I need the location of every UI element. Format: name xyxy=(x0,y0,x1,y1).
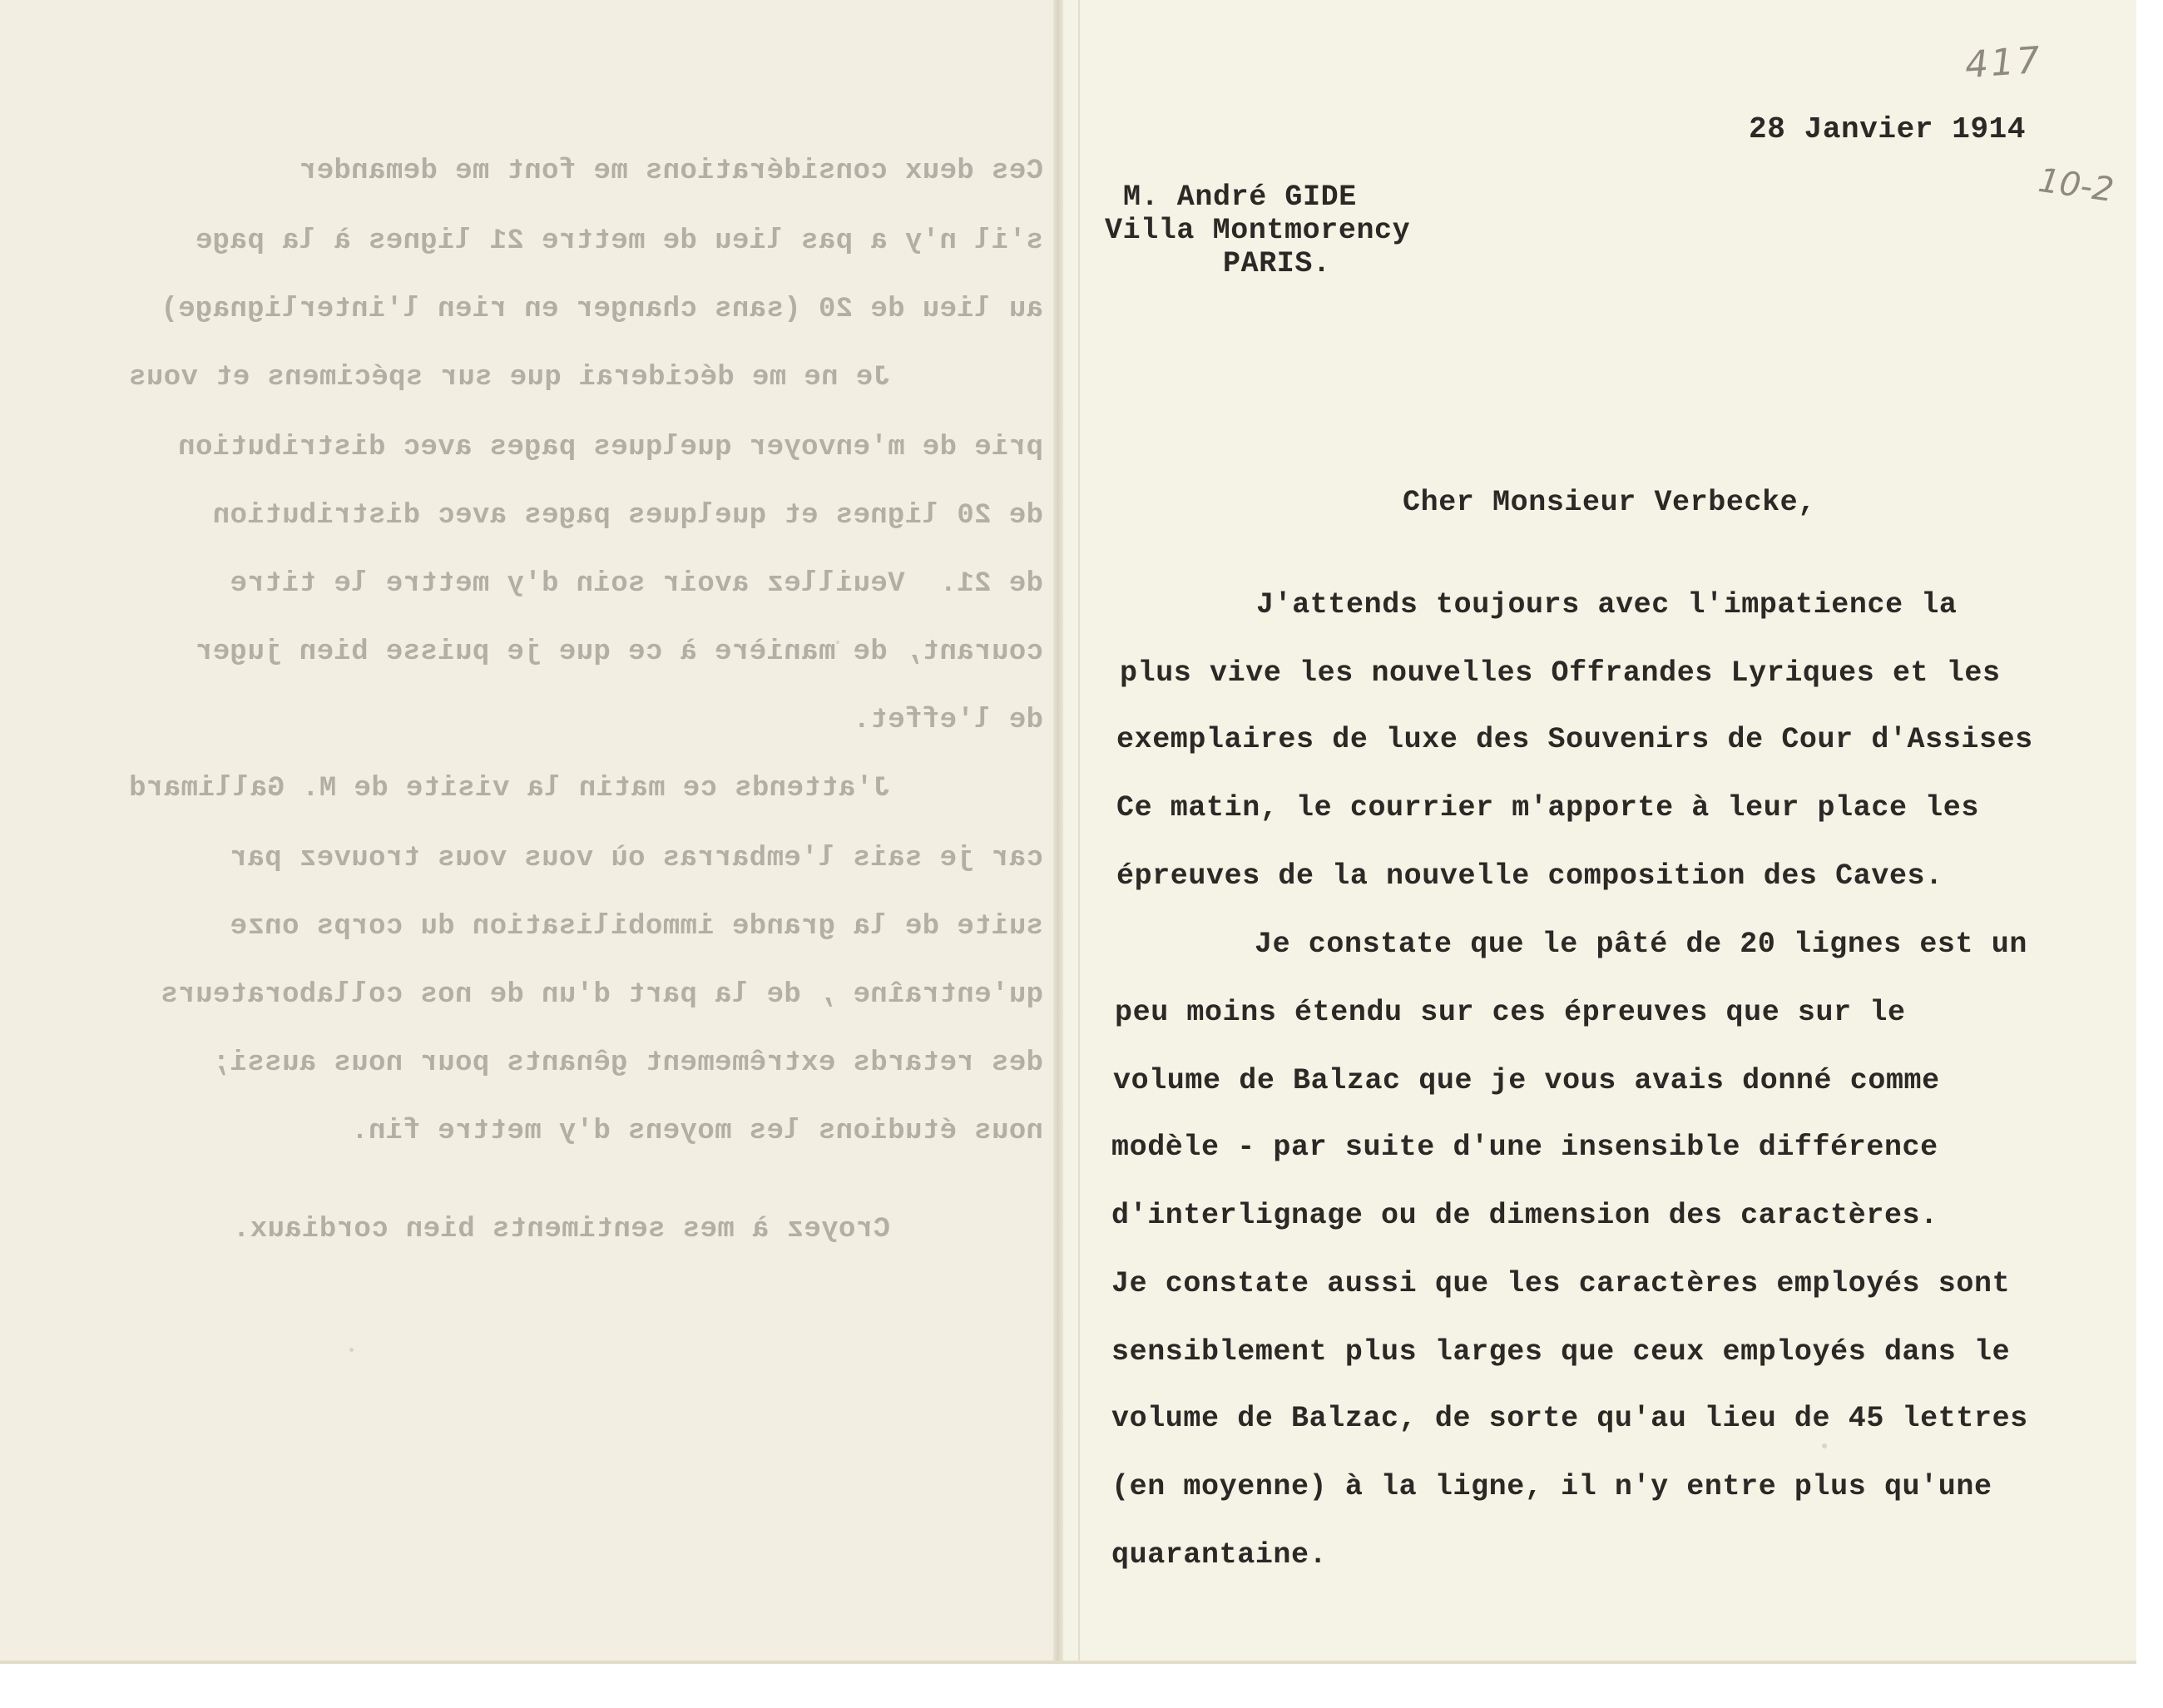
reverse-line: suite de la grande immobilisation du corps onze xyxy=(230,911,1043,943)
body-line: exemplaires de luxe des Souvenirs de Cour d'Assises xyxy=(1116,723,2033,756)
body-line: quarantaine. xyxy=(1111,1538,1328,1572)
body-line: d'interlignage ou de dimension des caractères. xyxy=(1111,1199,1938,1232)
reverse-line: qu'entraîne , de la part d'un de nos collaborateurs xyxy=(161,979,1043,1011)
reverse-line: nous étudions les moyens d'y mettre fin. xyxy=(350,1116,1043,1147)
reverse-line: au lieu de 20 (sans changer en rien l'interlignage) xyxy=(161,294,1043,325)
recipient-name: M. André GIDE xyxy=(1123,181,1357,214)
reverse-line: J'attends ce matin la visite de M. Gallimard xyxy=(128,773,890,804)
reverse-line: s'il n'y a pas lieu de mettre 21 lignes à la page xyxy=(195,225,1043,257)
letter-date: 28 Janvier 1914 xyxy=(1749,112,2027,146)
ink-speck xyxy=(349,1348,354,1352)
body-line: sensiblement plus larges que ceux employés dans le xyxy=(1111,1335,2011,1369)
reverse-line: car je sais l'embarras où vous vous trouvez par xyxy=(230,843,1043,874)
pencil-archive-number: 417 xyxy=(1963,38,2044,87)
recipient-street: Villa Montmorency xyxy=(1105,214,1411,247)
bleed-through-text xyxy=(0,0,1055,1662)
center-fold xyxy=(1053,0,1063,1662)
reverse-line: de 21. Veuillez avoir soin d'y mettre le titre xyxy=(230,568,1043,600)
recipient-city: PARIS. xyxy=(1223,247,1331,280)
reverse-line: Croyez à mes sentiments bien cordiaux. xyxy=(232,1214,890,1245)
reverse-line: de 20 lignes et quelques pages avec distribution xyxy=(212,500,1043,532)
body-line: peu moins étendu sur ces épreuves que sur le xyxy=(1115,996,1906,1029)
reverse-line: prie de m'envoyer quelques pages avec distribution xyxy=(177,432,1043,463)
sheet-bottom-edge xyxy=(0,1661,2136,1664)
reverse-line: Je ne me déciderai que sur spécimens et vous xyxy=(128,362,890,394)
body-line: épreuves de la nouvelle composition des Caves. xyxy=(1116,859,1943,893)
body-line: volume de Balzac que je vous avais donné comme xyxy=(1113,1064,1940,1097)
body-line: modèle - par suite d'une insensible différence xyxy=(1111,1131,1938,1164)
reverse-line: Ces deux considérations me font me demander xyxy=(299,156,1043,187)
ink-speck xyxy=(836,641,839,644)
salutation: Cher Monsieur Verbecke, xyxy=(1403,486,1816,519)
ink-speck xyxy=(1822,1443,1827,1448)
fold-shadow xyxy=(1078,0,1080,1662)
left-page-reverse-side xyxy=(0,0,1055,1662)
reverse-line: de l'effet. xyxy=(853,705,1043,736)
reverse-line: courant, de manière à ce que je puisse bien juger xyxy=(195,636,1043,668)
pencil-folio-mark: 10-2 xyxy=(2036,161,2116,210)
body-line: Ce matin, le courrier m'apporte à leur place les xyxy=(1116,791,1979,824)
reverse-line: des retards extrêmement gênants pour nous aussi; xyxy=(212,1047,1043,1079)
body-line: Je constate que le pâté de 20 lignes est un xyxy=(1255,928,2027,961)
body-line: volume de Balzac, de sorte qu'au lieu de 45 lettres xyxy=(1111,1402,2028,1435)
body-line: plus vive les nouvelles Offrandes Lyriques et les xyxy=(1120,656,2001,690)
body-line: J'attends toujours avec l'impatience la xyxy=(1256,588,1958,621)
body-line: Je constate aussi que les caractères employés sont xyxy=(1111,1267,2011,1300)
body-line: (en moyenne) à la ligne, il n'y entre plus qu'une xyxy=(1111,1470,1992,1503)
